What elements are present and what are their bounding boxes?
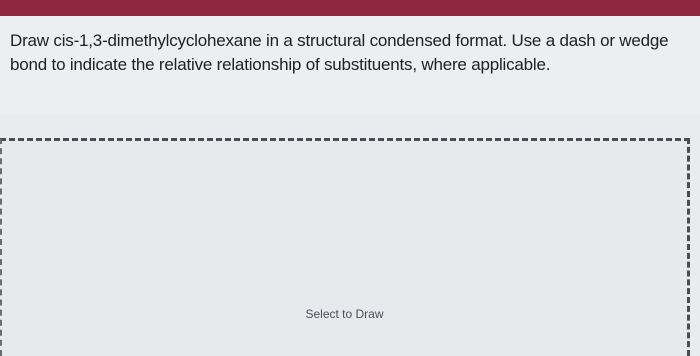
question-text: Draw cis-1,3-dimethylcyclohexane in a structural condensed format. Use a dash or wedge bond to indicate the relative relationship of substituents, where applicable. — [10, 31, 669, 74]
question-panel — [0, 16, 700, 114]
drawing-canvas[interactable] — [0, 138, 690, 356]
top-accent-bar — [0, 0, 700, 16]
select-to-draw-label[interactable]: Select to Draw — [305, 307, 384, 321]
